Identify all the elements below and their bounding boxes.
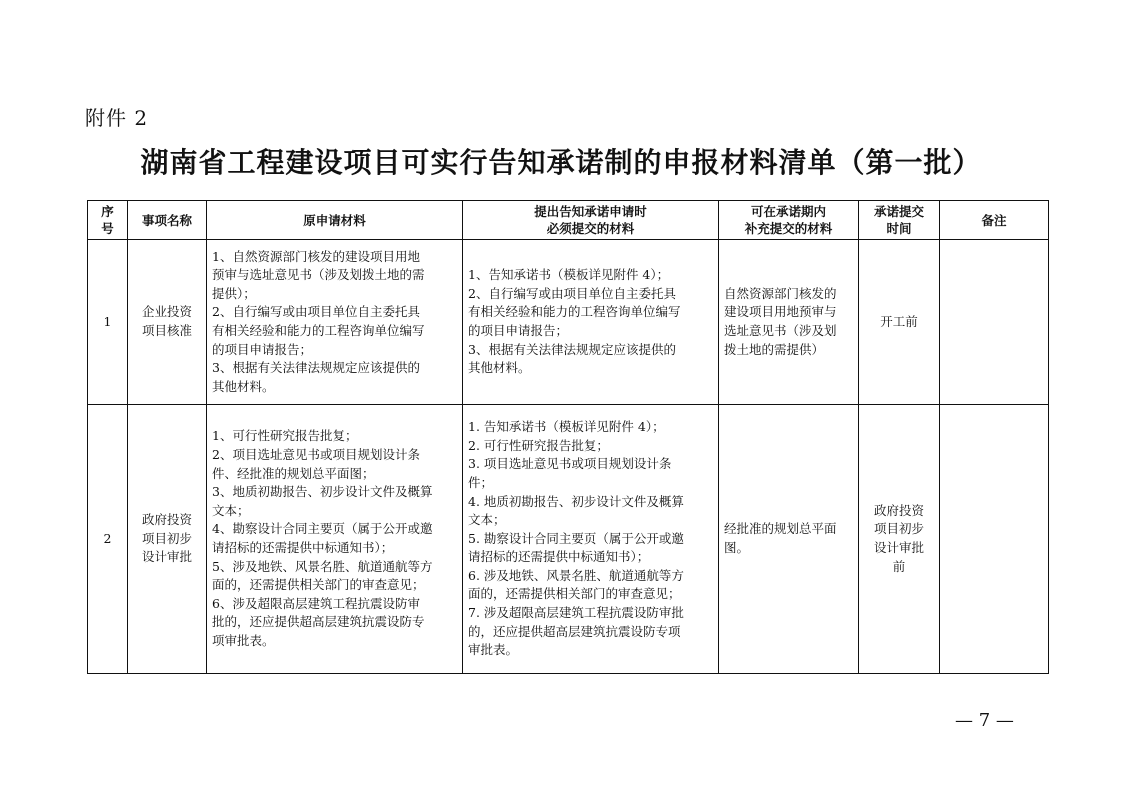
header-item-name	[128, 201, 207, 240]
header-submit-time	[859, 201, 940, 240]
text-line: 2. 可行性研究报告批复；	[468, 437, 609, 453]
header-notes	[940, 201, 1049, 240]
text-line: 可在承诺期内	[750, 204, 826, 219]
text-line: 件；	[468, 474, 494, 490]
text-line: 项目核准	[141, 323, 192, 338]
cell-original-materials	[207, 240, 463, 405]
text-line: 备注	[981, 212, 1007, 228]
cell-seq: 2	[88, 405, 128, 674]
header-seq	[88, 201, 128, 240]
text-line: 其他材料。	[212, 378, 275, 394]
materials-table	[87, 200, 1049, 674]
text-line: 项目初步	[873, 521, 924, 537]
text-line: 预审与选址意见书（涉及划拨土地的需	[212, 267, 425, 283]
cell-item-name	[128, 240, 207, 405]
text-line: 图。	[724, 540, 750, 555]
text-line: 经批准的规划总平面	[724, 521, 837, 537]
text-line: 2、自行编写或由项目单位自主委托具	[468, 285, 676, 301]
text-line: 批的，还应提供超高层建筑抗震设防专	[212, 614, 425, 630]
text-line: 的，还应提供超高层建筑抗震设防专项	[468, 623, 681, 639]
text-line: 提供）；	[212, 285, 256, 301]
text-line: 有相关经验和能力的工程咨询单位编写	[212, 323, 425, 338]
text-line: 号	[101, 221, 114, 236]
cell-supplement-materials	[719, 240, 859, 405]
attachment-label: 附件 2	[85, 106, 149, 130]
text-line: 项审批表。	[212, 632, 275, 648]
text-line: 审批表。	[468, 642, 519, 658]
cell-supplement-materials	[719, 405, 859, 674]
text-line: 补充提交的材料	[744, 221, 833, 236]
text-line: 5、涉及地铁、风景名胜、航道通航等方	[212, 558, 433, 574]
text-line: 6、涉及超限高层建筑工程抗震设防审	[212, 595, 420, 611]
header-supplement-materials	[719, 201, 859, 240]
text-line: 拨土地的需提供）	[724, 341, 825, 357]
page-number: — 7 —	[955, 710, 1014, 731]
text-line: 提出告知承诺申请时	[534, 204, 647, 219]
text-line: 5. 勘察设计合同主要页（属于公开或邀	[468, 530, 684, 546]
text-line: 3、根据有关法律法规规定应该提供的	[212, 360, 420, 376]
text-line: 3、地质初勘报告、初步设计文件及概算	[212, 484, 433, 500]
text-line: 1. 告知承诺书（模板详见附件 4）；	[468, 419, 665, 435]
text-line: 开工前	[880, 313, 918, 329]
text-line: 项目初步	[141, 530, 192, 546]
text-line: 1、自然资源部门核发的建设项目用地	[212, 248, 420, 264]
text-line: 序	[101, 204, 114, 219]
text-line: 选址意见书（涉及划	[724, 323, 837, 338]
cell-original-materials	[207, 405, 463, 674]
text-line: 事项名称	[141, 212, 192, 228]
text-line: 3. 项目选址意见书或项目规划设计条	[468, 456, 672, 472]
cell-notes	[940, 405, 1049, 674]
text-line: 政府投资	[873, 502, 924, 518]
text-line: 请招标的还需提供中标通知书）；	[212, 540, 394, 555]
text-line: 面的，还需提供相关部门的审查意见；	[212, 577, 425, 593]
text-line: 必须提交的材料	[546, 221, 635, 236]
text-line: 前	[892, 558, 906, 574]
cell-required-materials	[463, 240, 719, 405]
table-row	[88, 405, 1049, 674]
cell-submit-time	[859, 405, 940, 674]
cell-required-materials	[463, 405, 719, 674]
cell-submit-time	[859, 240, 940, 405]
text-line: 时间	[886, 221, 912, 236]
text-line: 2、项目选址意见书或项目规划设计条	[212, 447, 420, 463]
text-line: 面的，还需提供相关部门的审查意见；	[468, 586, 681, 602]
text-line: 1、告知承诺书（模板详见附件 4）；	[468, 267, 670, 283]
header-original-materials	[207, 201, 463, 240]
text-line: 企业投资	[141, 304, 192, 320]
page-title: 湖南省工程建设项目可实行告知承诺制的申报材料清单（第一批）	[140, 146, 982, 179]
text-line: 设计审批	[873, 540, 924, 555]
text-line: 自然资源部门核发的	[724, 285, 837, 301]
table-header-row	[88, 201, 1049, 240]
text-line: 承诺提交	[873, 204, 924, 219]
text-line: 请招标的还需提供中标通知书）；	[468, 549, 650, 565]
text-line: 原申请材料	[303, 212, 366, 228]
text-line: 1、可行性研究报告批复；	[212, 428, 358, 444]
text-line: 设计审批	[141, 549, 192, 565]
header-required-materials	[463, 201, 719, 240]
text-line: 政府投资	[141, 512, 192, 528]
text-line: 其他材料。	[468, 360, 531, 376]
text-line: 文本；	[468, 512, 506, 528]
text-line: 6. 涉及地铁、风景名胜、航道通航等方	[468, 567, 684, 583]
text-line: 件、经批准的规划总平面图；	[212, 465, 375, 481]
text-line: 的项目申请报告；	[212, 341, 313, 357]
cell-notes	[940, 240, 1049, 405]
text-line: 4、勘察设计合同主要页（属于公开或邀	[212, 521, 433, 537]
cell-item-name	[128, 405, 207, 674]
cell-seq: 1	[88, 240, 128, 405]
text-line: 2、自行编写或由项目单位自主委托具	[212, 304, 420, 320]
text-line: 3、根据有关法律法规规定应该提供的	[468, 341, 676, 357]
text-line: 建设项目用地预审与	[724, 304, 837, 320]
text-line: 4. 地质初勘报告、初步设计文件及概算	[468, 493, 684, 509]
table-row	[88, 240, 1049, 405]
text-line: 文本；	[212, 502, 250, 518]
text-line: 7. 涉及超限高层建筑工程抗震设防审批	[468, 605, 684, 621]
text-line: 有相关经验和能力的工程咨询单位编写	[468, 304, 681, 320]
text-line: 的项目申请报告；	[468, 323, 569, 338]
